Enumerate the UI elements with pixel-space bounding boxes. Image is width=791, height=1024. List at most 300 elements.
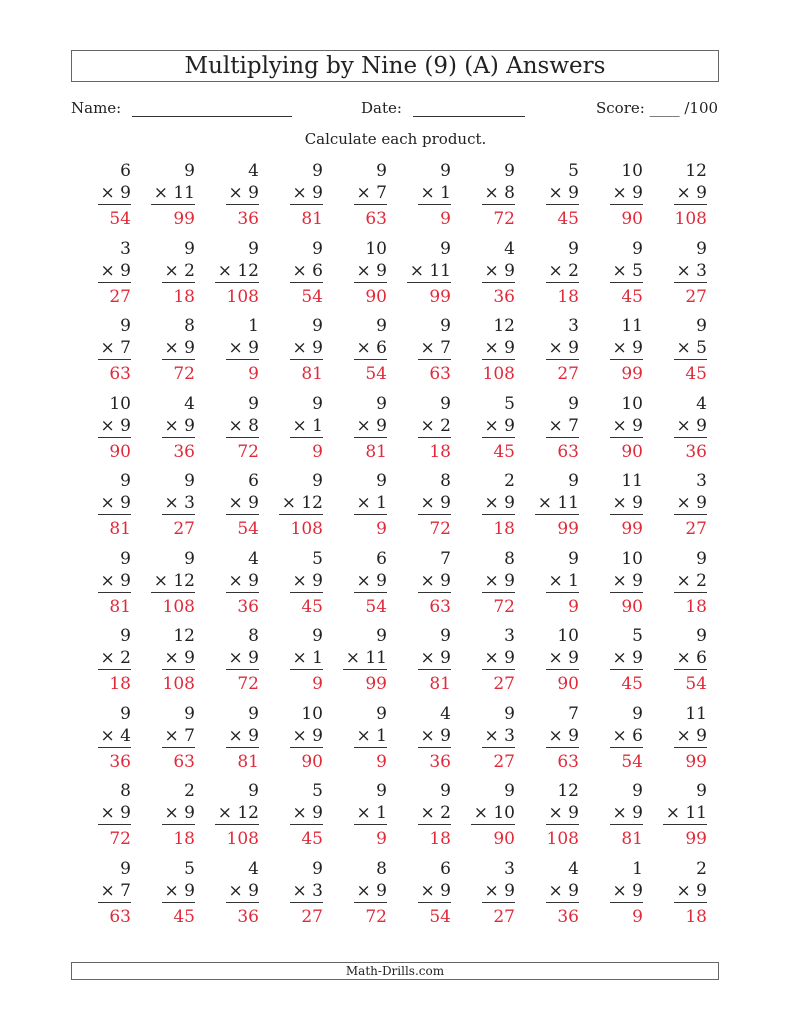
- answer: 54: [301, 286, 323, 307]
- multiplier: × 12: [215, 260, 259, 283]
- multiplier: × 9: [482, 570, 515, 593]
- answer: 72: [109, 829, 131, 849]
- multiplicand: 9: [440, 161, 451, 181]
- multiplicand: 4: [248, 858, 259, 879]
- multiplicand: 9: [120, 626, 131, 646]
- answer: 63: [173, 751, 195, 772]
- multiplier: × 9: [354, 570, 387, 593]
- multiplicand: 7: [568, 703, 579, 724]
- multiplicand: 9: [632, 781, 643, 801]
- multiplicand: 9: [312, 858, 323, 879]
- multiplicand: 11: [621, 316, 643, 336]
- multiplier: × 9: [98, 182, 131, 205]
- multiplicand: 9: [248, 781, 259, 801]
- multiplicand: 9: [440, 626, 451, 646]
- answer: 72: [237, 441, 259, 462]
- multiplier: × 9: [674, 492, 707, 515]
- multiplicand: 3: [696, 471, 707, 491]
- multiplicand: 9: [632, 703, 643, 724]
- multiplicand: 9: [120, 316, 131, 336]
- multiplicand: 2: [696, 858, 707, 879]
- multiplicand: 9: [376, 781, 387, 801]
- multiplier: × 7: [162, 725, 195, 748]
- multiplicand: 5: [184, 858, 195, 879]
- multiplicand: 9: [376, 161, 387, 181]
- answer: 54: [365, 596, 387, 617]
- multiplicand: 9: [376, 626, 387, 646]
- multiplicand: 5: [504, 393, 515, 414]
- answer: 18: [685, 906, 707, 927]
- multiplier: × 9: [98, 802, 131, 825]
- multiplier: × 9: [290, 337, 323, 360]
- multiplier: × 9: [162, 337, 195, 360]
- answer: 108: [290, 519, 323, 539]
- multiplicand: 9: [312, 238, 323, 259]
- score-label: Score:: [596, 99, 645, 117]
- multiplier: × 1: [354, 492, 387, 515]
- answer: 108: [546, 829, 579, 849]
- multiplier: × 9: [98, 415, 131, 438]
- multiplicand: 9: [440, 238, 451, 259]
- multiplier: × 9: [610, 182, 643, 205]
- multiplicand: 9: [184, 238, 195, 259]
- multiplicand: 3: [504, 858, 515, 879]
- multiplier: × 11: [663, 802, 707, 825]
- multiplier: × 9: [546, 182, 579, 205]
- multiplicand: 9: [312, 393, 323, 414]
- multiplicand: 9: [568, 393, 579, 414]
- answer: 27: [493, 674, 515, 694]
- answer: 9: [248, 364, 259, 384]
- answer: 54: [685, 674, 707, 694]
- multiplicand: 9: [120, 471, 131, 491]
- multiplier: × 9: [546, 880, 579, 903]
- multiplier: × 9: [610, 337, 643, 360]
- multiplicand: 5: [312, 548, 323, 569]
- multiplicand: 9: [184, 703, 195, 724]
- multiplier: × 12: [215, 802, 259, 825]
- answer: 63: [365, 209, 387, 229]
- multiplier: × 9: [482, 647, 515, 670]
- multiplicand: 8: [120, 781, 131, 801]
- answer: 45: [685, 364, 707, 384]
- multiplicand: 1: [248, 316, 259, 336]
- answer: 36: [237, 209, 259, 229]
- multiplicand: 9: [248, 238, 259, 259]
- multiplier: × 9: [610, 880, 643, 903]
- multiplier: × 6: [610, 725, 643, 748]
- answer: 9: [440, 209, 451, 229]
- multiplicand: 9: [568, 238, 579, 259]
- multiplier: × 2: [418, 802, 451, 825]
- multiplicand: 6: [248, 471, 259, 491]
- answer: 90: [621, 209, 643, 229]
- answer: 36: [557, 906, 579, 927]
- answer: 81: [365, 441, 387, 462]
- multiplicand: 9: [312, 626, 323, 646]
- multiplier: × 9: [226, 492, 259, 515]
- multiplier: × 7: [418, 337, 451, 360]
- answer: 99: [621, 364, 643, 384]
- multiplier: × 9: [674, 182, 707, 205]
- answer: 18: [429, 441, 451, 462]
- multiplier: × 8: [226, 415, 259, 438]
- multiplier: × 3: [290, 880, 323, 903]
- multiplier: × 9: [610, 492, 643, 515]
- answer: 45: [621, 674, 643, 694]
- multiplier: × 2: [418, 415, 451, 438]
- multiplicand: 12: [173, 626, 195, 646]
- multiplicand: 4: [440, 703, 451, 724]
- answer: 27: [557, 364, 579, 384]
- answer: 9: [632, 906, 643, 927]
- multiplicand: 9: [184, 548, 195, 569]
- answer: 36: [173, 441, 195, 462]
- answer: 27: [685, 519, 707, 539]
- multiplicand: 10: [621, 548, 643, 569]
- multiplier: × 6: [674, 647, 707, 670]
- multiplier: × 9: [610, 647, 643, 670]
- answer: 45: [621, 286, 643, 307]
- multiplier: × 5: [610, 260, 643, 283]
- answer: 108: [226, 286, 259, 307]
- answer: 18: [109, 674, 131, 694]
- multiplier: × 9: [610, 415, 643, 438]
- multiplicand: 9: [376, 471, 387, 491]
- multiplicand: 4: [504, 238, 515, 259]
- answer: 18: [685, 596, 707, 617]
- multiplier: × 9: [674, 880, 707, 903]
- answer: 72: [173, 364, 195, 384]
- multiplicand: 9: [568, 471, 579, 491]
- answer: 18: [493, 519, 515, 539]
- answer: 18: [173, 829, 195, 849]
- multiplicand: 9: [184, 161, 195, 181]
- answer: 90: [365, 286, 387, 307]
- answer: 90: [621, 596, 643, 617]
- multiplier: × 7: [546, 415, 579, 438]
- multiplier: × 9: [290, 802, 323, 825]
- answer: 36: [429, 751, 451, 772]
- instructions: Calculate each product.: [304, 130, 487, 148]
- multiplicand: 8: [184, 316, 195, 336]
- answer: 54: [365, 364, 387, 384]
- multiplier: × 11: [535, 492, 579, 515]
- multiplicand: 2: [504, 471, 515, 491]
- answer: 81: [429, 674, 451, 694]
- answer: 63: [557, 441, 579, 462]
- multiplicand: 9: [120, 703, 131, 724]
- answer: 18: [173, 286, 195, 307]
- multiplicand: 6: [120, 161, 131, 181]
- answer: 27: [493, 751, 515, 772]
- multiplicand: 8: [504, 548, 515, 569]
- multiplier: × 9: [546, 337, 579, 360]
- multiplier: × 9: [354, 880, 387, 903]
- multiplicand: 9: [312, 316, 323, 336]
- multiplicand: 9: [440, 781, 451, 801]
- multiplier: × 7: [98, 880, 131, 903]
- multiplicand: 9: [504, 781, 515, 801]
- multiplicand: 3: [504, 626, 515, 646]
- multiplicand: 3: [120, 238, 131, 259]
- multiplier: × 9: [674, 725, 707, 748]
- multiplier: × 9: [290, 182, 323, 205]
- answer: 72: [365, 906, 387, 927]
- multiplicand: 9: [312, 471, 323, 491]
- multiplier: × 3: [674, 260, 707, 283]
- multiplier: × 9: [482, 337, 515, 360]
- multiplicand: 4: [696, 393, 707, 414]
- multiplier: × 9: [482, 415, 515, 438]
- answer: 27: [493, 906, 515, 927]
- answer: 27: [173, 519, 195, 539]
- multiplicand: 10: [365, 238, 387, 259]
- multiplicand: 9: [312, 161, 323, 181]
- answer: 27: [685, 286, 707, 307]
- multiplier: × 9: [418, 880, 451, 903]
- multiplicand: 6: [376, 548, 387, 569]
- multiplicand: 9: [440, 316, 451, 336]
- answer: 9: [312, 441, 323, 462]
- multiplicand: 10: [109, 393, 131, 414]
- answer: 45: [173, 906, 195, 927]
- multiplicand: 9: [504, 703, 515, 724]
- multiplier: × 2: [98, 647, 131, 670]
- answer: 81: [237, 751, 259, 772]
- score-blank: ____: [649, 99, 680, 117]
- multiplicand: 2: [184, 781, 195, 801]
- multiplicand: 9: [376, 703, 387, 724]
- multiplicand: 8: [248, 626, 259, 646]
- answer: 18: [429, 829, 451, 849]
- answer: 72: [237, 674, 259, 694]
- answer: 99: [685, 751, 707, 772]
- answer: 108: [162, 596, 195, 617]
- multiplier: × 9: [290, 570, 323, 593]
- multiplicand: 9: [440, 393, 451, 414]
- answer: 72: [493, 209, 515, 229]
- answer: 54: [429, 906, 451, 927]
- answer: 99: [173, 209, 195, 229]
- answer: 72: [493, 596, 515, 617]
- multiplier: × 9: [610, 802, 643, 825]
- worksheet-title: Multiplying by Nine (9) (A) Answers: [71, 50, 719, 82]
- answer: 36: [237, 596, 259, 617]
- multiplicand: 9: [184, 471, 195, 491]
- multiplier: × 9: [162, 880, 195, 903]
- multiplier: × 4: [98, 725, 131, 748]
- multiplier: × 9: [162, 802, 195, 825]
- multiplier: × 11: [151, 182, 195, 205]
- multiplier: × 9: [226, 182, 259, 205]
- multiplier: × 9: [482, 260, 515, 283]
- multiplier: × 3: [162, 492, 195, 515]
- multiplicand: 8: [376, 858, 387, 879]
- multiplier: × 11: [407, 260, 451, 283]
- answer: 9: [376, 829, 387, 849]
- name-label: Name:: [71, 99, 122, 117]
- answer: 99: [685, 829, 707, 849]
- multiplier: × 9: [674, 415, 707, 438]
- multiplicand: 3: [568, 316, 579, 336]
- answer: 9: [568, 596, 579, 617]
- multiplicand: 9: [696, 781, 707, 801]
- multiplicand: 9: [248, 703, 259, 724]
- multiplier: × 1: [290, 647, 323, 670]
- answer: 63: [557, 751, 579, 772]
- answer: 72: [429, 519, 451, 539]
- multiplier: × 5: [674, 337, 707, 360]
- multiplier: × 6: [290, 260, 323, 283]
- multiplicand: 5: [312, 781, 323, 801]
- multiplier: × 9: [418, 725, 451, 748]
- answer: 63: [109, 906, 131, 927]
- multiplier: × 7: [354, 182, 387, 205]
- multiplier: × 9: [162, 415, 195, 438]
- multiplier: × 9: [98, 570, 131, 593]
- multiplier: × 9: [546, 725, 579, 748]
- answer: 99: [429, 286, 451, 307]
- multiplier: × 11: [343, 647, 387, 670]
- multiplier: × 9: [226, 647, 259, 670]
- answer: 90: [493, 829, 515, 849]
- answer: 90: [301, 751, 323, 772]
- footer: Math-Drills.com: [71, 962, 719, 980]
- multiplier: × 6: [354, 337, 387, 360]
- multiplier: × 9: [98, 260, 131, 283]
- multiplicand: 1: [632, 858, 643, 879]
- multiplier: × 2: [162, 260, 195, 283]
- multiplicand: 9: [696, 316, 707, 336]
- answer: 81: [109, 519, 131, 539]
- multiplicand: 4: [248, 548, 259, 569]
- multiplier: × 10: [471, 802, 515, 825]
- multiplicand: 12: [557, 781, 579, 801]
- answer: 54: [109, 209, 131, 229]
- multiplier: × 1: [354, 725, 387, 748]
- multiplier: × 9: [418, 492, 451, 515]
- multiplicand: 4: [184, 393, 195, 414]
- multiplicand: 9: [696, 238, 707, 259]
- answer: 108: [226, 829, 259, 849]
- answer: 27: [301, 906, 323, 927]
- multiplier: × 9: [354, 415, 387, 438]
- multiplicand: 9: [696, 548, 707, 569]
- answer: 90: [109, 441, 131, 462]
- multiplicand: 4: [248, 161, 259, 181]
- multiplicand: 9: [568, 548, 579, 569]
- multiplicand: 7: [440, 548, 451, 569]
- answer: 81: [301, 209, 323, 229]
- multiplier: × 9: [226, 337, 259, 360]
- multiplier: × 3: [482, 725, 515, 748]
- answer: 9: [376, 751, 387, 772]
- multiplier: × 9: [482, 880, 515, 903]
- multiplicand: 9: [376, 316, 387, 336]
- answer: 36: [237, 906, 259, 927]
- answer: 45: [301, 596, 323, 617]
- answer: 81: [109, 596, 131, 617]
- multiplier: × 9: [162, 647, 195, 670]
- multiplier: × 12: [151, 570, 195, 593]
- answer: 27: [109, 286, 131, 307]
- answer: 54: [237, 519, 259, 539]
- answer: 99: [557, 519, 579, 539]
- answer: 54: [621, 751, 643, 772]
- multiplier: × 2: [674, 570, 707, 593]
- multiplicand: 10: [621, 161, 643, 181]
- multiplier: × 9: [546, 802, 579, 825]
- multiplier: × 9: [610, 570, 643, 593]
- answer: 108: [162, 674, 195, 694]
- multiplier: × 8: [482, 182, 515, 205]
- answer: 108: [674, 209, 707, 229]
- answer: 36: [493, 286, 515, 307]
- multiplicand: 10: [621, 393, 643, 414]
- multiplicand: 10: [301, 703, 323, 724]
- answer: 36: [109, 751, 131, 772]
- answer: 99: [365, 674, 387, 694]
- multiplier: × 1: [354, 802, 387, 825]
- multiplier: × 9: [482, 492, 515, 515]
- multiplicand: 9: [120, 858, 131, 879]
- score-total: /100: [684, 99, 719, 117]
- answer: 9: [312, 674, 323, 694]
- answer: 45: [301, 829, 323, 849]
- multiplier: × 12: [279, 492, 323, 515]
- multiplicand: 9: [376, 393, 387, 414]
- multiplier: × 9: [98, 492, 131, 515]
- multiplier: × 2: [546, 260, 579, 283]
- multiplier: × 9: [290, 725, 323, 748]
- multiplicand: 5: [632, 626, 643, 646]
- answer: 45: [493, 441, 515, 462]
- multiplicand: 9: [504, 161, 515, 181]
- answer: 63: [429, 364, 451, 384]
- multiplier: × 1: [418, 182, 451, 205]
- multiplier: × 9: [226, 880, 259, 903]
- multiplicand: 9: [632, 238, 643, 259]
- multiplicand: 9: [120, 548, 131, 569]
- multiplier: × 9: [226, 570, 259, 593]
- answer: 18: [557, 286, 579, 307]
- answer: 63: [429, 596, 451, 617]
- multiplicand: 10: [557, 626, 579, 646]
- date-label: Date:: [361, 99, 402, 117]
- multiplicand: 9: [696, 626, 707, 646]
- answer: 45: [557, 209, 579, 229]
- answer: 108: [482, 364, 515, 384]
- multiplier: × 9: [418, 647, 451, 670]
- multiplicand: 6: [440, 858, 451, 879]
- multiplier: × 7: [98, 337, 131, 360]
- multiplicand: 9: [248, 393, 259, 414]
- multiplier: × 9: [546, 647, 579, 670]
- multiplicand: 8: [440, 471, 451, 491]
- multiplicand: 11: [621, 471, 643, 491]
- answer: 90: [621, 441, 643, 462]
- answer: 81: [301, 364, 323, 384]
- multiplicand: 11: [685, 703, 707, 724]
- multiplicand: 4: [568, 858, 579, 879]
- multiplier: × 9: [418, 570, 451, 593]
- answer: 90: [557, 674, 579, 694]
- answer: 81: [621, 829, 643, 849]
- answer: 63: [109, 364, 131, 384]
- multiplicand: 12: [493, 316, 515, 336]
- multiplicand: 5: [568, 161, 579, 181]
